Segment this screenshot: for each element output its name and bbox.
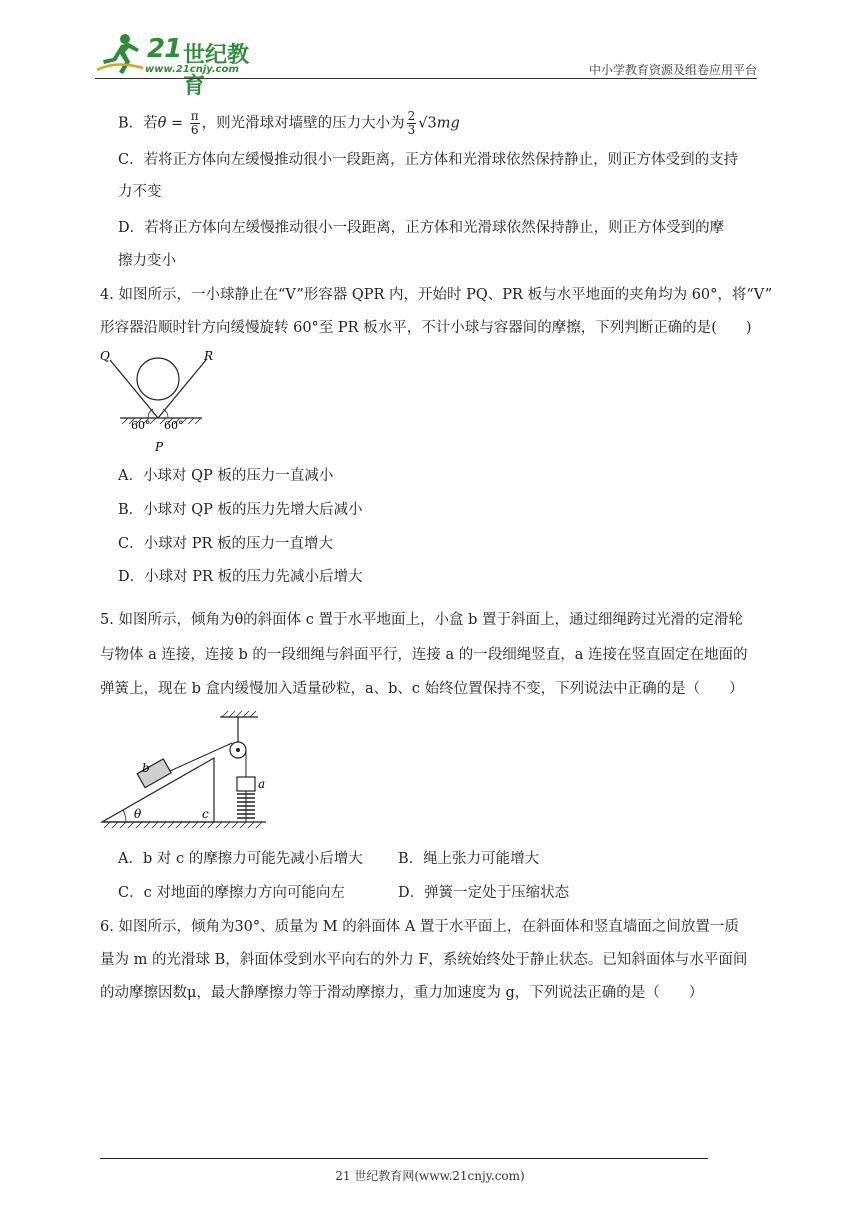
logo [95, 30, 265, 99]
angle-right-label: 60° [164, 419, 184, 432]
fraction: $\frac{2}{3}$ [407, 109, 416, 137]
q4-option-b: B．小球对 QP 板的压力先增大后减小 [118, 502, 363, 518]
header-divider [95, 78, 757, 79]
q3-option-b: B．若θ = $\frac{\pi}{6}$ ，则光滑球对墙壁的压力大小为 $\frac{2}{3}$ √3mg [118, 109, 460, 137]
runner-logo-icon [95, 30, 147, 78]
q3-option-c-line1: C．若将正方体向左缓慢推动很小一段距离，正方体和光滑球依然保持静止，则正方体受到的支持 [118, 152, 739, 168]
logo-text: 世纪教育 [183, 43, 250, 99]
label-theta: θ [134, 807, 142, 821]
q5-stem-line2: 与物体 a 连接，连接 b 的一段细绳与斜面平行，连接 a 的一段细绳竖直，a 连接在竖直固定在地面的 [100, 647, 748, 663]
q5-stem-line3: 弹簧上，现在 b 盒内缓慢加入适量砂粒，a、b、c 始终位置保持不变，下列说法中正确的是（ ） [100, 681, 744, 697]
header-platform-text: 中小学教育资源及组卷应用平台 [588, 63, 757, 77]
q5-incline-pulley-figure [98, 708, 270, 834]
q5-stem-line1: 5. 如图所示，倾角为θ的斜面体 c 置于水平地面上，小盒 b 置于斜面上，通过细绳跨过光滑的定滑轮 [100, 612, 744, 628]
q5-option-a: A．b 对 c 的摩擦力可能先减小后增大 [118, 851, 363, 867]
q5-option-b: B．绳上张力可能增大 [398, 851, 540, 867]
label-q: Q [100, 349, 110, 363]
q4-v-container-figure [98, 345, 218, 457]
page-header [95, 30, 757, 99]
fraction: $\frac{\pi}{6}$ [190, 109, 199, 137]
logo-url: www.21cnjy.com [145, 64, 239, 75]
q3-option-d-line1: D．若将正方体向左缓慢推动很小一段距离，正方体和光滑球依然保持静止，则正方体受到的摩 [118, 220, 725, 236]
label-r: R [204, 349, 214, 363]
q4-stem-line1: 4. 如图所示，一小球静止在“V”形容器 QPR 内，开始时 PQ、PR 板与水平地面的夹角均为 60°，将“V” [100, 287, 773, 303]
q4-option-a: A．小球对 QP 板的压力一直减小 [118, 468, 334, 484]
q6-stem-line3: 的动摩擦因数μ，最大静摩擦力等于滑动摩擦力，重力加速度为 g，下列说法正确的是（ ） [100, 985, 704, 1001]
q4-stem-line2: 形容器沿顺时针方向缓慢旋转 60°至 PR 板水平，不计小球与容器间的摩擦，下列判断正确的是( ) [100, 320, 752, 336]
label-b: b [142, 761, 150, 775]
angle-left-label: 60° [131, 419, 151, 432]
logo-number: 21 [147, 34, 182, 64]
footer-divider [100, 1158, 708, 1159]
q6-stem-line1: 6. 如图所示，倾角为30°、质量为 M 的斜面体 A 置于水平面上，在斜面体和竖直墙面之间放置一质 [100, 919, 739, 935]
label-c: c [202, 807, 209, 821]
q3-option-d-line2: 擦力变小 [118, 253, 176, 269]
q4-option-d: D．小球对 PR 板的压力先减小后增大 [118, 569, 363, 585]
q6-stem-line2: 量为 m 的光滑球 B，斜面体受到水平向右的外力 F，系统始终处于静止状态。已知斜面体与水平面间 [100, 952, 748, 968]
q5-option-c: C．c 对地面的摩擦力方向可能向左 [118, 885, 345, 901]
q4-option-c: C．小球对 PR 板的压力一直增大 [118, 536, 333, 552]
footer-text: 21 世纪教育网(www.21cnjy.com) [335, 1169, 525, 1183]
label-p: P [155, 440, 164, 454]
q5-option-d: D．弹簧一定处于压缩状态 [398, 885, 570, 901]
label-a: a [258, 777, 266, 791]
q3-option-c-line2: 力不变 [118, 184, 162, 200]
